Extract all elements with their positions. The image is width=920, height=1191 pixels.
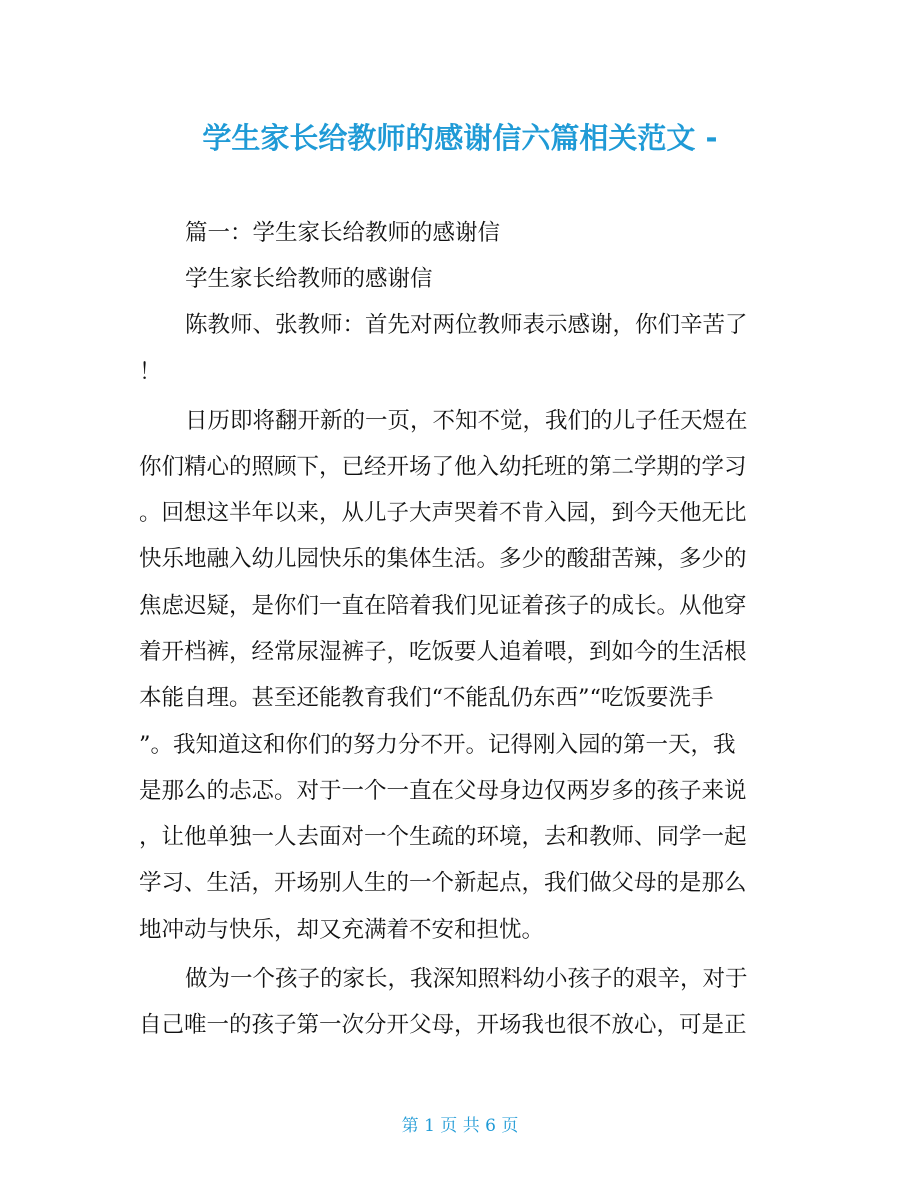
text-line: ！: [139, 359, 162, 385]
text-line: 自己唯一的孩子第一次分开父母，开场我也很不放心，可是正: [139, 1012, 747, 1038]
text-line: 学生家长给教师的感谢信: [185, 266, 433, 292]
text-line: 焦虑迟疑，是你们一直在陪着我们见证着孩子的成长。从他穿: [139, 593, 747, 619]
document-title: 学生家长给教师的感谢信六篇相关范文 -: [202, 121, 718, 155]
text-line: 做为一个孩子的家长，我深知照料幼小孩子的艰辛，对于: [185, 966, 748, 992]
text-line: 学习、生活，开场别人生的一个新起点，我们做父母的是那么: [139, 870, 747, 896]
text-line: ，让他单独一人去面对一个生疏的环境，去和教师、同学一起: [139, 824, 747, 850]
page-number-footer: 第 1 页 共 6 页: [401, 1116, 519, 1136]
text-line: 篇一：学生家长给教师的感谢信: [185, 220, 501, 246]
text-line: 本能自理。甚至还能教育我们“不能乱仍东西”“吃饭要洗手: [139, 685, 714, 711]
text-line: 。回想这半年以来，从儿子大声哭着不肯入园，到今天他无比: [139, 500, 747, 526]
text-line: 你们精心的照顾下，已经开场了他入幼托班的第二学期的学习: [139, 454, 747, 480]
text-line: 是那么的忐忑。对于一个一直在父母身边仅两岁多的孩子来说: [139, 778, 747, 804]
text-line: 地冲动与快乐，却又充满着不安和担忧。: [139, 917, 545, 943]
text-line: 日历即将翻开新的一页，不知不觉，我们的儿子任天煜在: [185, 408, 748, 434]
text-line: 快乐地融入幼儿园快乐的集体生活。多少的酸甜苦辣，多少的: [139, 546, 747, 572]
text-line: 着开档裤，经常尿湿裤子，吃饭要人追着喂，到如今的生活根: [139, 639, 747, 665]
text-line: 陈教师、张教师：首先对两位教师表示感谢，你们辛苦了: [185, 312, 748, 338]
text-line: ”。我知道这和你们的努力分不开。记得刚入园的第一天，我: [139, 732, 736, 758]
